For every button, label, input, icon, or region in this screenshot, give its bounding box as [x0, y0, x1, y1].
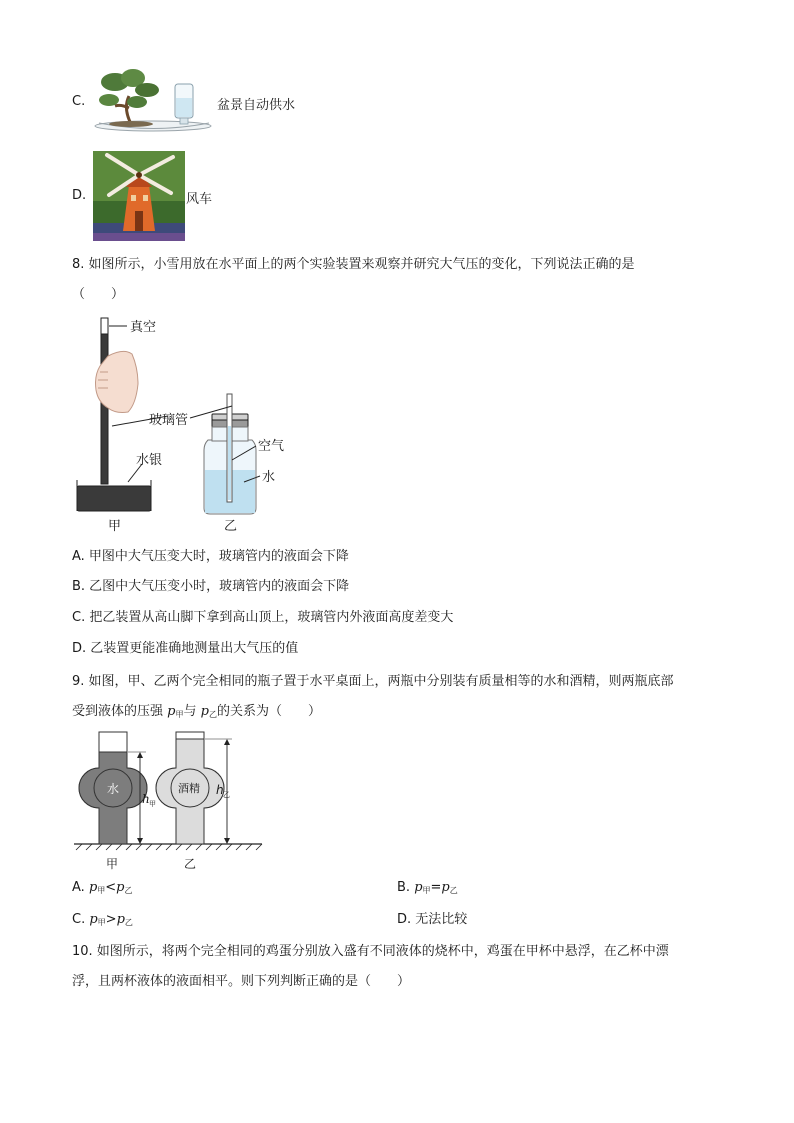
label-vacuum: 真空 — [130, 320, 157, 335]
option-d-letter: D. — [72, 188, 87, 203]
q9-option-b: B. $p_甲=p_乙$ — [397, 880, 458, 895]
q9-stem-line2: 受到液体的压强 $p_甲$与 $p_乙$的关系为（ ） — [72, 704, 321, 719]
label-water: 水 — [262, 470, 276, 485]
q9-option-a: A. $p_甲<p_乙$ — [72, 880, 133, 895]
q9-stem-line1: 9. 如图，甲、乙两个完全相同的瓶子置于水平桌面上，两瓶中分别装有质量相等的水和酒精，则两瓶底部 — [72, 674, 674, 689]
label-glass-tube: 玻璃管 — [149, 413, 189, 428]
q8-option-b: B. 乙图中大气压变小时，玻璃管内的液面会下降 — [72, 579, 350, 594]
label-bottle-yi: 乙 — [184, 857, 197, 871]
label-alcohol-bottle: 酒精 — [178, 782, 200, 795]
svg-text:甲: 甲 — [149, 800, 156, 808]
option-d-caption: 风车 — [186, 192, 213, 207]
svg-text:乙: 乙 — [223, 791, 230, 799]
q9-bottles-figure — [72, 726, 264, 874]
q8-stem-line2: （ ） — [72, 287, 125, 302]
q9-option-d: D. 无法比较 — [397, 912, 468, 927]
label-h-yi: h — [216, 783, 224, 797]
option-c-caption: 盆景自动供水 — [217, 98, 296, 113]
label-h-jia: h — [142, 792, 150, 806]
label-air: 空气 — [258, 439, 285, 454]
label-yi: 乙 — [224, 519, 238, 534]
label-mercury: 水银 — [136, 453, 163, 468]
label-bottle-jia: 甲 — [106, 857, 119, 871]
option-c-letter: C. — [72, 94, 86, 109]
label-jia: 甲 — [108, 519, 122, 534]
bonsai-water-supply-image — [93, 68, 215, 134]
label-water-bottle: 水 — [107, 782, 120, 796]
q8-stem-line1: 8. 如图所示，小雪用放在水平面上的两个实验装置来观察并研究大气压的变化，下列说法正确的是 — [72, 257, 635, 272]
q10-stem-line1: 10. 如图所示，将两个完全相同的鸡蛋分别放入盛有不同液体的烧杯中，鸡蛋在甲杯中悬浮，在乙杯中漂 — [72, 944, 669, 959]
windmill-image — [93, 151, 185, 241]
q10-stem-line2: 浮，且两杯液体的液面相平。则下列判断正确的是（ ） — [72, 974, 411, 989]
q8-option-a: A. 甲图中大气压变大时，玻璃管内的液面会下降 — [72, 549, 349, 564]
q8-option-d: D. 乙装置更能准确地测量出大气压的值 — [72, 641, 299, 656]
q9-option-c: C. $p_甲>p_乙$ — [72, 912, 133, 927]
q8-option-c: C. 把乙装置从高山脚下拿到高山顶上，玻璃管内外液面高度差变大 — [72, 610, 454, 625]
q8-pressure-figure — [72, 314, 302, 536]
